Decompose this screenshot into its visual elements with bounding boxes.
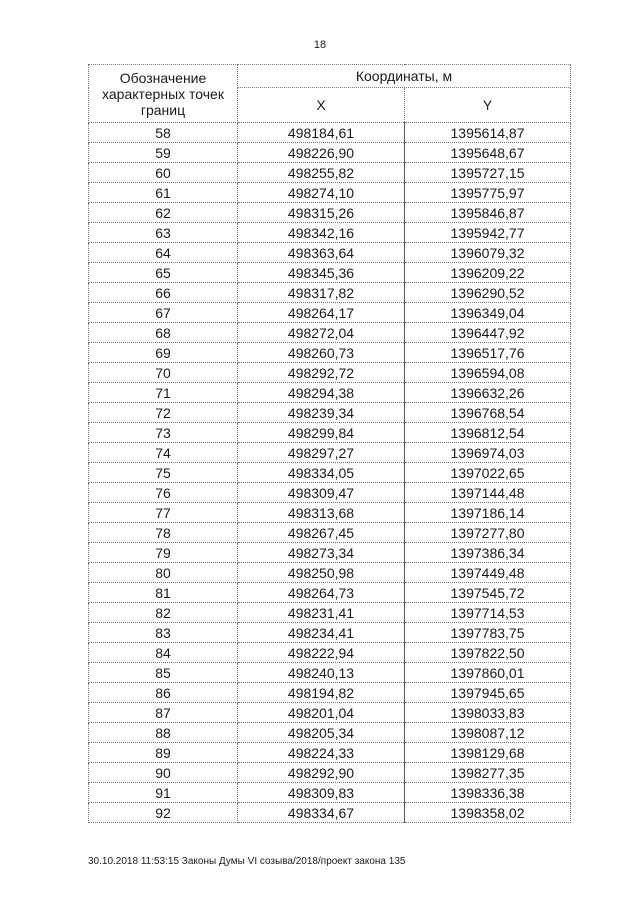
y-coordinate-cell: 1398129,68: [405, 743, 571, 763]
table-row: [89, 263, 571, 283]
point-number-cell: 69: [89, 343, 238, 363]
point-number-cell: 68: [89, 323, 238, 343]
x-coordinate-cell: 498315,26: [238, 203, 405, 223]
table-row: [89, 623, 571, 643]
point-number-cell: 87: [89, 703, 238, 723]
point-number-cell: 78: [89, 523, 238, 543]
x-coordinate-cell: 498317,82: [238, 283, 405, 303]
table-row: [89, 383, 571, 403]
table-row: [89, 763, 571, 783]
x-coordinate-cell: 498201,04: [238, 703, 405, 723]
table-row: [89, 163, 571, 183]
y-coordinate-cell: 1396209,22: [405, 263, 571, 283]
footer-text: 30.10.2018 11:53:15 Законы Думы VI созыва/2018/проект закона 135: [88, 856, 406, 867]
y-coordinate-cell: 1396079,32: [405, 243, 571, 263]
y-coordinate-cell: 1396768,54: [405, 403, 571, 423]
y-coordinate-cell: 1396447,92: [405, 323, 571, 343]
y-coordinate-cell: 1396349,04: [405, 303, 571, 323]
table-row: [89, 523, 571, 543]
y-coordinate-cell: 1397945,65: [405, 683, 571, 703]
point-number-cell: 88: [89, 723, 238, 743]
y-coordinate-cell: 1395727,15: [405, 163, 571, 183]
point-number-cell: 63: [89, 223, 238, 243]
x-coordinate-cell: 498260,73: [238, 343, 405, 363]
y-coordinate-cell: 1397860,01: [405, 663, 571, 683]
x-coordinate-cell: 498267,45: [238, 523, 405, 543]
y-coordinate-cell: 1397277,80: [405, 523, 571, 543]
table-row: [89, 423, 571, 443]
y-coordinate-cell: 1396290,52: [405, 283, 571, 303]
y-coordinate-cell: 1397144,48: [405, 483, 571, 503]
point-number-cell: 67: [89, 303, 238, 323]
x-coordinate-cell: 498299,84: [238, 423, 405, 443]
y-coordinate-cell: 1398033,83: [405, 703, 571, 723]
x-coordinate-cell: 498250,98: [238, 563, 405, 583]
x-coordinate-cell: 498231,41: [238, 603, 405, 623]
table-row: [89, 783, 571, 803]
y-coordinate-cell: 1397022,65: [405, 463, 571, 483]
y-coordinate-cell: 1397822,50: [405, 643, 571, 663]
x-coordinate-cell: 498334,67: [238, 803, 405, 823]
point-number-cell: 92: [89, 803, 238, 823]
x-coordinate-cell: 498274,10: [238, 183, 405, 203]
point-number-cell: 85: [89, 663, 238, 683]
point-number-cell: 72: [89, 403, 238, 423]
table-row: [89, 603, 571, 623]
point-number-cell: 74: [89, 443, 238, 463]
table-row: [89, 203, 571, 223]
y-coordinate-cell: 1395846,87: [405, 203, 571, 223]
y-coordinate-cell: 1395614,87: [405, 123, 571, 143]
table-row: [89, 283, 571, 303]
x-coordinate-cell: 498313,68: [238, 503, 405, 523]
table-row: [89, 723, 571, 743]
y-coordinate-cell: 1398336,38: [405, 783, 571, 803]
point-number-cell: 60: [89, 163, 238, 183]
y-coordinate-cell: 1397186,14: [405, 503, 571, 523]
table-row: [89, 483, 571, 503]
x-coordinate-cell: 498264,17: [238, 303, 405, 323]
x-coordinate-cell: 498309,83: [238, 783, 405, 803]
y-coordinate-cell: 1396632,26: [405, 383, 571, 403]
point-number-cell: 75: [89, 463, 238, 483]
x-coordinate-cell: 498272,04: [238, 323, 405, 343]
table-row: [89, 143, 571, 163]
y-coordinate-cell: 1398358,02: [405, 803, 571, 823]
y-coordinate-cell: 1397783,75: [405, 623, 571, 643]
x-coordinate-cell: 498297,27: [238, 443, 405, 463]
point-header: Обозначение характерных точек границ: [89, 65, 238, 123]
x-coordinate-cell: 498345,36: [238, 263, 405, 283]
x-coordinate-cell: 498239,34: [238, 403, 405, 423]
table-row: [89, 563, 571, 583]
point-number-cell: 80: [89, 563, 238, 583]
table-row: [89, 123, 571, 143]
x-header: X: [238, 88, 405, 123]
x-coordinate-cell: 498273,34: [238, 543, 405, 563]
y-coordinate-cell: 1397386,34: [405, 543, 571, 563]
point-number-cell: 73: [89, 423, 238, 443]
y-coordinate-cell: 1395775,97: [405, 183, 571, 203]
point-number-cell: 71: [89, 383, 238, 403]
point-number-cell: 70: [89, 363, 238, 383]
table-row: [89, 323, 571, 343]
page-number: 18: [313, 39, 327, 51]
table-row: [89, 403, 571, 423]
coordinates-table: [88, 64, 571, 823]
point-number-cell: 76: [89, 483, 238, 503]
y-coordinate-cell: 1396812,54: [405, 423, 571, 443]
x-coordinate-cell: 498309,47: [238, 483, 405, 503]
x-coordinate-cell: 498194,82: [238, 683, 405, 703]
x-coordinate-cell: 498342,16: [238, 223, 405, 243]
y-coordinate-cell: 1396974,03: [405, 443, 571, 463]
y-coordinate-cell: 1398277,35: [405, 763, 571, 783]
x-coordinate-cell: 498226,90: [238, 143, 405, 163]
table-row: [89, 663, 571, 683]
point-number-cell: 65: [89, 263, 238, 283]
point-number-cell: 83: [89, 623, 238, 643]
point-number-cell: 89: [89, 743, 238, 763]
table-row: [89, 303, 571, 323]
point-number-cell: 79: [89, 543, 238, 563]
x-coordinate-cell: 498334,05: [238, 463, 405, 483]
y-coordinate-cell: 1395942,77: [405, 223, 571, 243]
y-header: Y: [405, 88, 571, 123]
point-number-cell: 64: [89, 243, 238, 263]
y-coordinate-cell: 1396594,08: [405, 363, 571, 383]
y-coordinate-cell: 1395648,67: [405, 143, 571, 163]
table-row: [89, 743, 571, 763]
coordinates-header: Координаты, м: [238, 65, 571, 88]
x-coordinate-cell: 498240,13: [238, 663, 405, 683]
point-number-cell: 66: [89, 283, 238, 303]
table-row: [89, 223, 571, 243]
table-row: [89, 463, 571, 483]
table-row: [89, 543, 571, 563]
table-row: [89, 363, 571, 383]
point-number-cell: 82: [89, 603, 238, 623]
table-row: [89, 343, 571, 363]
x-coordinate-cell: 498264,73: [238, 583, 405, 603]
x-coordinate-cell: 498292,90: [238, 763, 405, 783]
y-coordinate-cell: 1397714,53: [405, 603, 571, 623]
point-number-cell: 90: [89, 763, 238, 783]
table-row: [89, 443, 571, 463]
point-number-cell: 81: [89, 583, 238, 603]
x-coordinate-cell: 498234,41: [238, 623, 405, 643]
y-coordinate-cell: 1397545,72: [405, 583, 571, 603]
x-coordinate-cell: 498224,33: [238, 743, 405, 763]
point-number-cell: 59: [89, 143, 238, 163]
point-number-cell: 58: [89, 123, 238, 143]
point-number-cell: 84: [89, 643, 238, 663]
x-coordinate-cell: 498292,72: [238, 363, 405, 383]
point-number-cell: 91: [89, 783, 238, 803]
y-coordinate-cell: 1397449,48: [405, 563, 571, 583]
x-coordinate-cell: 498205,34: [238, 723, 405, 743]
x-coordinate-cell: 498184,61: [238, 123, 405, 143]
table-row: [89, 643, 571, 663]
x-coordinate-cell: 498255,82: [238, 163, 405, 183]
table-row: [89, 803, 571, 823]
point-number-cell: 61: [89, 183, 238, 203]
y-coordinate-cell: 1398087,12: [405, 723, 571, 743]
table-row: [89, 243, 571, 263]
table-row: [89, 703, 571, 723]
point-number-cell: 77: [89, 503, 238, 523]
table-row: [89, 183, 571, 203]
table-body: [89, 123, 571, 823]
x-coordinate-cell: 498294,38: [238, 383, 405, 403]
table-row: [89, 683, 571, 703]
x-coordinate-cell: 498363,64: [238, 243, 405, 263]
table-row: [89, 503, 571, 523]
table-row: [89, 583, 571, 603]
x-coordinate-cell: 498222,94: [238, 643, 405, 663]
point-number-cell: 62: [89, 203, 238, 223]
point-number-cell: 86: [89, 683, 238, 703]
y-coordinate-cell: 1396517,76: [405, 343, 571, 363]
